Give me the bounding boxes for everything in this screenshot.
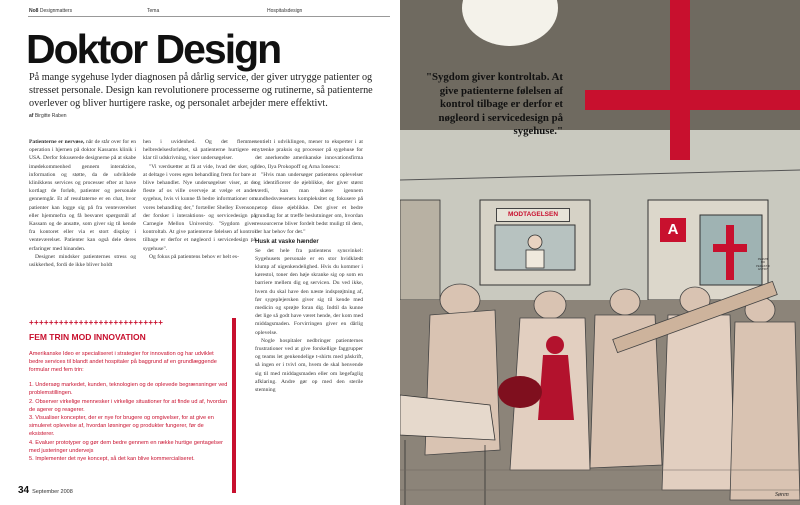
cross-divider: +++++++++++++++++++++++++++ — [29, 318, 164, 327]
red-accent-bar — [232, 318, 236, 493]
issue-date: September 2008 — [32, 489, 73, 495]
body-column-1 — [29, 138, 136, 269]
list-item: 2. Observer virkelige mennesker i virkelige situationer for at finde ud af, hvordan de agerer og reagerer. — [29, 398, 228, 413]
door-panel — [648, 200, 768, 300]
sidebar-intro: Amerikanske Ideo er specialiseret i strategier for innovation og har udviklet bedre services til blandt andet hospitaler på baggrund af en grundlæggende formular med fem trin: — [29, 351, 217, 373]
body-column-2 — [143, 138, 256, 320]
paragraph: Designet mindsker patienternes stress og usikkerhed, fordi de ikke bliver holdt — [29, 253, 136, 269]
header-divider — [28, 16, 390, 17]
list-item: 5. Implementer det nye koncept, så det kan blive kommercialiseret. — [29, 456, 195, 462]
paragraph: Patienterne er nervøse, når de står over for en operation i hjernen på doktor Kassams klinik i USA. Derfor fokuserede designerne på at skabe imødekommenhed gennem interaktion, information og støtte, da de udviklede klinikkens services og processer efter at have kortlagt de forløb, patienter og personale gennemgår. Et af resultaterne er en chat, hvor patienter kan logge sig på fra venteværelset eller hjemmefra og få besvaret spørgsmål af Kassam og de ansatte, som giver sig til kende fra kontoret eller via et stort display i venteværelset. Patienter kan også dele deres erfaringer med hinanden. — [29, 139, 136, 252]
article-lead: På mange sygehuse lyder diagnosen på dårlig service, der giver utrygge patienter og stresset personale. Design kan revolutionere processerne og rutinerne, så patienterne overlever og bliver hurtigere raske, og personalet arbejder mere effektivt. — [29, 72, 373, 109]
paragraph: hen i uvidenhed. Og det flemmer helbredelsesforløbet, så patienterne hurtigere er klar til udskrivning, viser undersøgelser. — [143, 139, 256, 162]
paragraph: "Hvis man undersøger patientens oplevelser og identificerer de øjeblikke, der giver størst værdi, kan man skære igennem sundhedsvæsenets kompleksitet og fokusere på netop disse øjeblikke. Det giver et bedre grundlag for at træffe beslutninger om, hvordan ressourcerne bliver fordelt bedst muligt til dem, der har behov for det." — [255, 171, 363, 236]
paragraph: Se det hele fra patientens synsvinkel: Sygehusets personale er en stor hvidklædt klump af uigenkendelighed. Hvis du kommer i kørestol, toner den høje skranke sig op som en barriere mellem dig og servicen. Du ved ikke, hvem du skal have den næste indsprøjtning af, før sygeplejersken giver sig til kende med medicin og sprøjte foran dig. Indtil da kunne det lige så godt have været hende, der kom med middagsmaden. Forvirringen giver en dårlig oplevelse. — [255, 247, 363, 336]
paragraph: Og fokus på patientens behov er helt es- — [149, 253, 239, 260]
list-item: 1. Undersøg markedet, kunden, teknologien og de oplevede begrænsninger ved problemstillingen. — [29, 382, 228, 396]
illustration-page — [400, 0, 800, 505]
wall-notice: PERMIT NO PEDESTRI ENTRY — [756, 257, 770, 271]
sidebar-box — [29, 332, 229, 464]
page-folio — [18, 485, 73, 496]
byline — [29, 113, 67, 119]
artist-signature: Søren — [775, 492, 789, 498]
byline-author: Birgitte Raben — [34, 113, 67, 119]
red-letter-panel: A — [660, 218, 686, 242]
list-item: 3. Visualiser koncepter, der er nye for brugere og omgivelser, for at give en simuleret oplevelse af, hvordan løsninger og produkter fungerer, før de eksisterer. — [29, 415, 214, 437]
magazine-logo: No8 — [29, 8, 39, 14]
byline-prefix: af — [29, 113, 34, 119]
subheading: Husk at vaske hænder — [255, 239, 319, 246]
list-item: 4. Evaluer prototyper og gør dem bedre gennem en række hurtige gentagelser med justeringer undervejs — [29, 439, 224, 454]
pull-quote: "Sygdom giver kontroltab. At give patienterne følelsen af kontrol tilbage er derfor et nøgleord i servicedesign på sygehuse." — [426, 71, 563, 137]
sidebar-heading: FEM TRIN MOD INNOVATION — [29, 332, 146, 342]
steps-list — [29, 381, 229, 463]
body-column-3 — [255, 138, 363, 394]
paragraph: sentielt i udviklingen, mener to eksperter i at nytænke praksis og processer på sygehuse for det anerkendte amerikanske innovationsfirma Ideo, Ilya Prokopoff og Arna Ionescu: — [255, 139, 363, 170]
paragraph: Nogle hospitaler nedbringer patienternes frustrationer ved at give forskellige faggrupper og teams let genkendelige t-shirts med påskrift, så ingen er i tvivl om, hvem de skal henvende sig til med middagsmaden eller om lægefaglig afklaring. Andre gør op med den sterile stemning — [255, 337, 363, 394]
paragraph: "Vi værdsætter at få at vide, hvad der sker, og at deltage i vores egen behandling frem for bare at blive behandlet. Nye undersøgelser viser, at de fleste af os ville overveje at vælge et andet sygehus, hvis vi kunne få bedre informationer om vores behandling der," fortæller Shelley Evenson, der forsker i interaktions- og servicedesign på Carnegie Mellon University. "Sygdom giver kontroltab. At give patienterne følelsen af kontrol tilbage er derfor et nøgleord i servicedesign på sygehuse". — [143, 163, 256, 252]
theme-label: Tema — [147, 8, 160, 14]
run-in-heading: Patienterne er nervøse, — [29, 139, 85, 145]
article-title: Doktor Design — [26, 26, 281, 72]
section-name: Designmatters — [39, 8, 73, 14]
header-section — [29, 8, 72, 14]
topic-label: Hospitalsdesign — [267, 8, 303, 14]
reception-sign: MODTAGELSEN — [496, 208, 570, 222]
page-number: 34 — [18, 485, 30, 496]
